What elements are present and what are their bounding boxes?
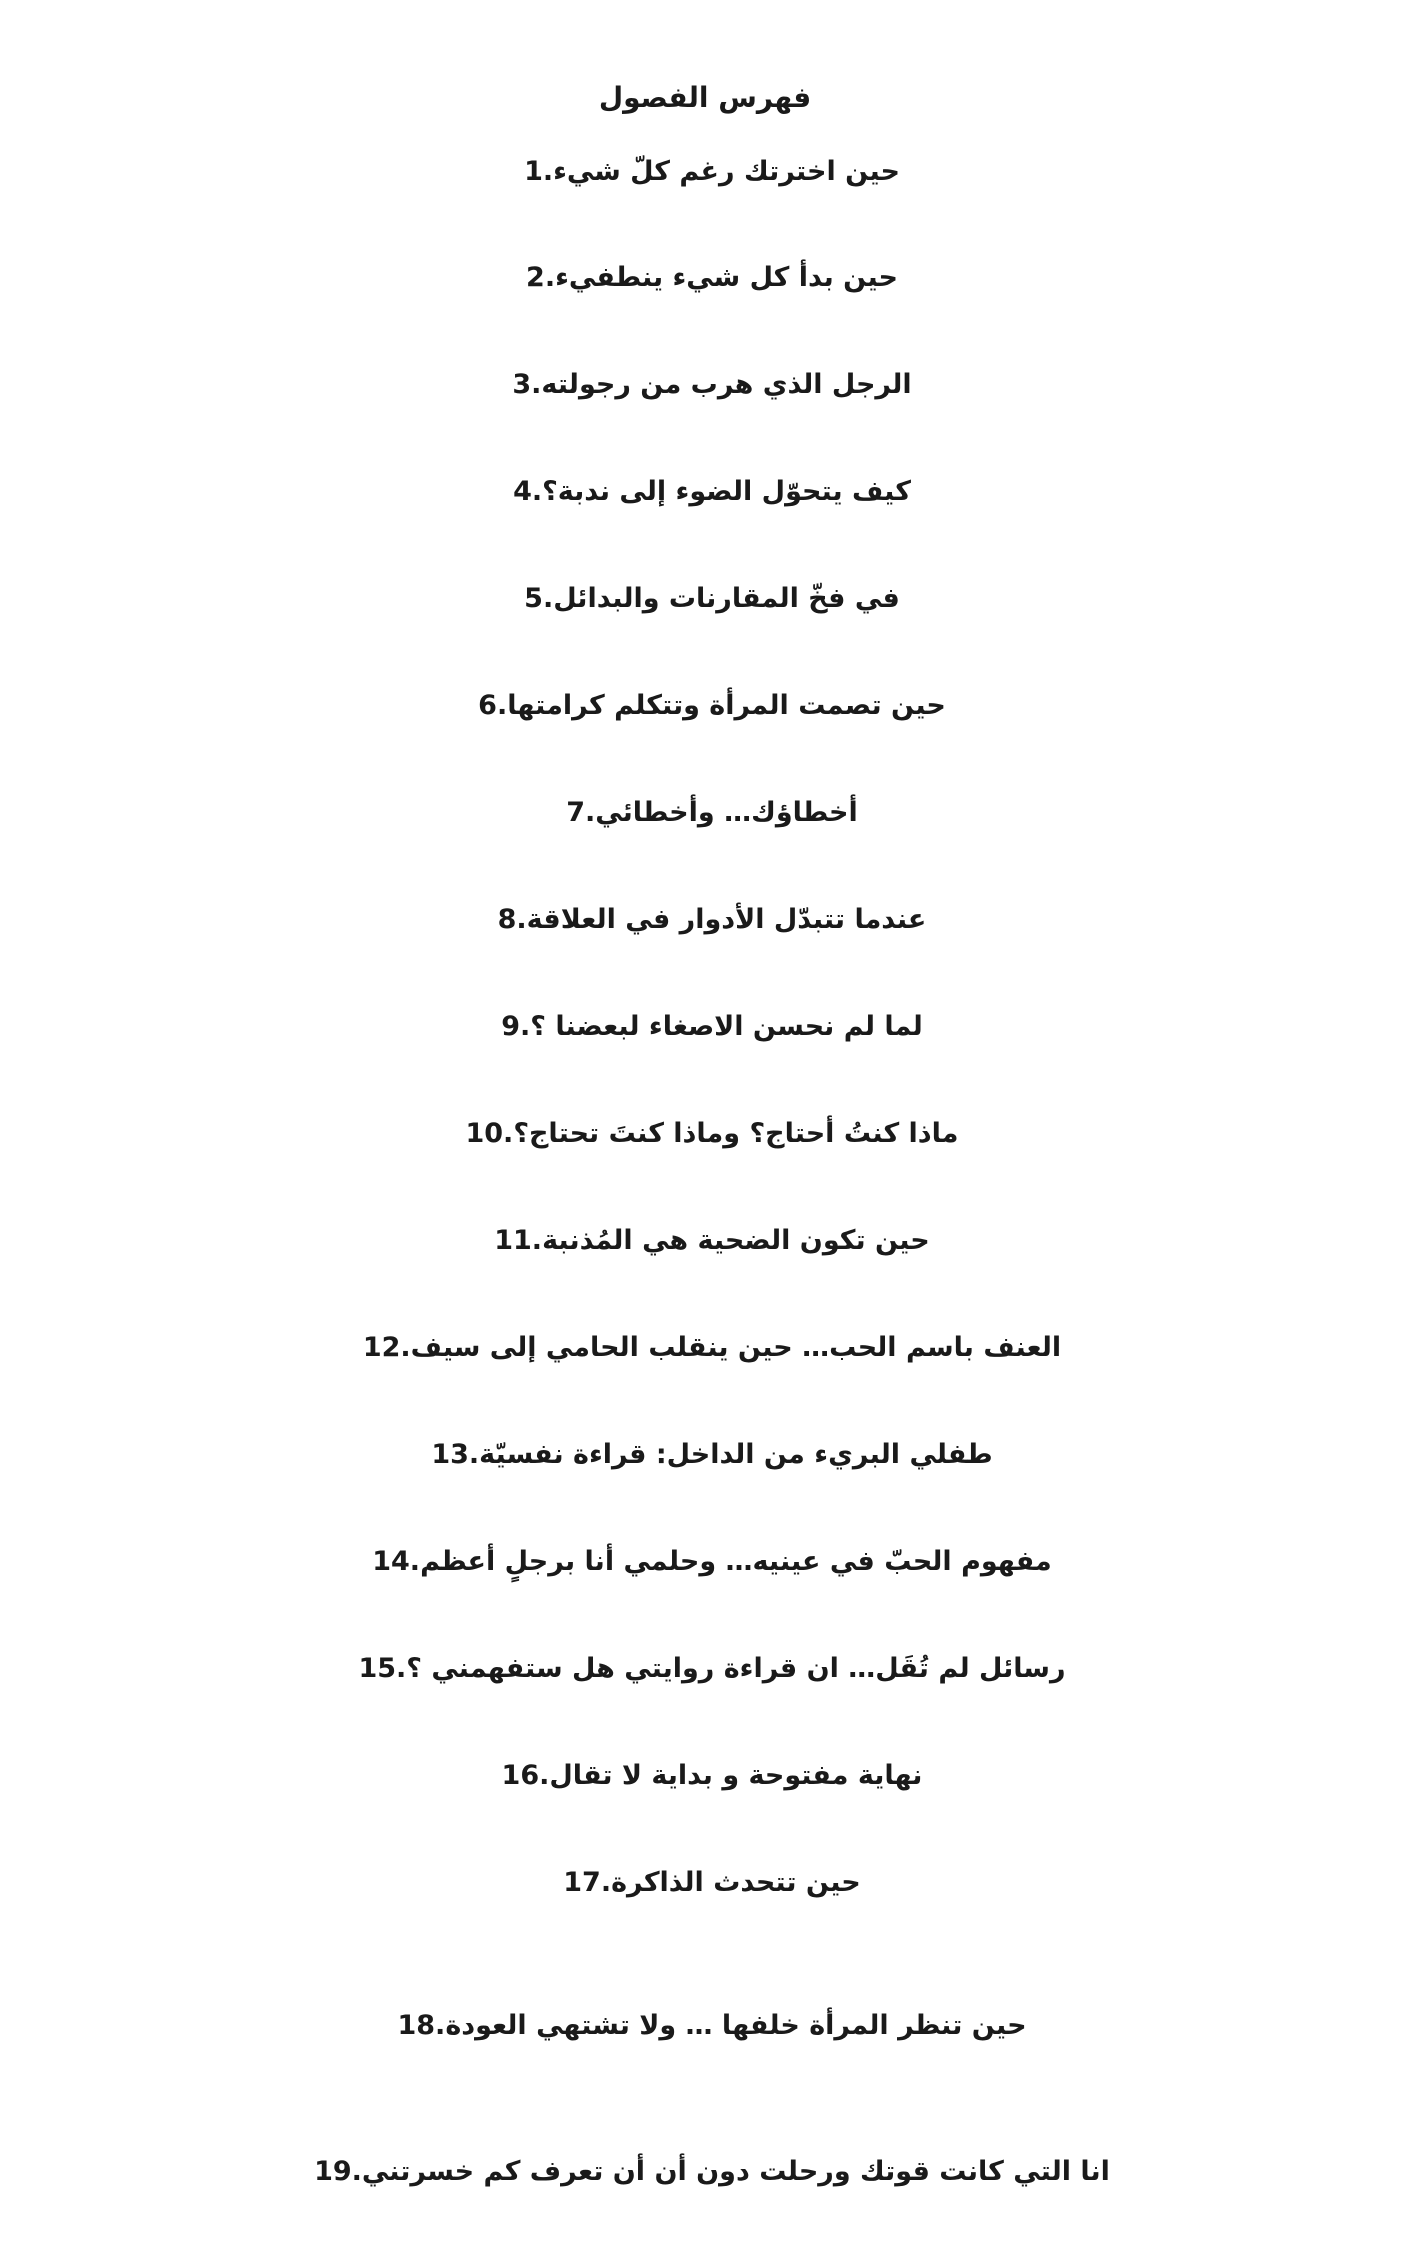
chapter-number: 3. — [512, 369, 542, 400]
chapter-number: 1. — [524, 156, 554, 187]
chapter-item — [0, 150, 1410, 194]
chapter-item — [0, 684, 1410, 728]
chapter-title: حين اخترتك رغم كلّ شيء — [553, 156, 900, 187]
chapter-title: ماذا كنتُ أحتاج؟ وماذا كنتَ تحتاج؟ — [513, 1118, 959, 1149]
chapter-number: 4. — [513, 476, 543, 507]
chapter-title: حين تكون الضحية هي المُذنبة — [542, 1225, 930, 1256]
chapter-item — [0, 791, 1410, 835]
chapter-number: 17. — [563, 1867, 612, 1898]
chapter-title: حين تصمت المرأة وتتكلم كرامتها — [507, 690, 946, 721]
chapter-title: رسائل لم تُقَل… ان قراءة روايتي هل ستفهمني ؟ — [406, 1653, 1066, 1684]
chapter-item — [0, 363, 1410, 407]
chapter-number: 10. — [465, 1118, 514, 1149]
chapter-title: مفهوم الحبّ في عينيه… وحلمي أنا برجلٍ أعظم — [420, 1546, 1052, 1577]
chapter-title: طفلي البريء من الداخل: قراءة نفسيّة — [479, 1439, 993, 1470]
chapter-number: 2. — [526, 262, 556, 293]
chapter-title: لما لم نحسن الاصغاء لبعضنا ؟ — [530, 1011, 923, 1042]
chapter-item — [0, 1005, 1410, 1049]
chapter-item — [0, 1540, 1410, 1584]
chapter-item — [0, 1219, 1410, 1263]
chapter-number: 5. — [524, 583, 554, 614]
chapter-item — [0, 1326, 1410, 1370]
chapter-title: في فخّ المقارنات والبدائل — [553, 583, 900, 614]
chapter-number: 6. — [478, 690, 508, 721]
chapter-number: 8. — [497, 904, 527, 935]
chapter-title: الرجل الذي هرب من رجولته — [541, 369, 912, 400]
chapter-item — [0, 2004, 1410, 2048]
chapter-item — [0, 1433, 1410, 1477]
chapter-item — [0, 1647, 1410, 1691]
chapter-item — [0, 1754, 1410, 1798]
chapter-item — [0, 256, 1410, 300]
chapter-number: 19. — [314, 2156, 362, 2187]
chapter-number: 11. — [494, 1225, 543, 1256]
chapter-number: 12. — [362, 1332, 411, 1363]
chapter-title: أخطاؤك… وأخطائي — [595, 797, 858, 828]
chapter-title: عندما تتبدّل الأدوار في العلاقة — [526, 904, 927, 935]
chapter-number: 15. — [358, 1653, 407, 1684]
chapter-title: العنف باسم الحب… حين ينقلب الحامي إلى سيف — [410, 1332, 1062, 1363]
chapter-number: 18. — [397, 2010, 446, 2041]
chapter-item — [0, 1861, 1410, 1905]
chapter-item — [0, 1112, 1410, 1156]
chapter-number: 16. — [501, 1760, 550, 1791]
chapter-title: انا التي كانت قوتك ورحلت دون أن أن تعرف كم خسرتني — [361, 2156, 1110, 2187]
chapter-number: 13. — [431, 1439, 480, 1470]
chapter-item — [0, 470, 1410, 514]
chapter-title: حين تنظر المرأة خلفها … ولا تشتهي العودة — [445, 2010, 1027, 2041]
chapter-number: 9. — [501, 1011, 531, 1042]
chapter-title: حين بدأ كل شيء ينطفيء — [555, 262, 898, 293]
chapter-item — [0, 577, 1410, 621]
chapter-number: 7. — [566, 797, 596, 828]
toc-title: فهرس الفصول — [598, 81, 812, 114]
chapter-item — [0, 2150, 1410, 2194]
chapter-item — [0, 898, 1410, 942]
chapter-title: نهاية مفتوحة و بداية لا تقال — [549, 1760, 923, 1791]
chapter-title: حين تتحدث الذاكرة — [611, 1867, 861, 1898]
chapter-number: 14. — [372, 1546, 421, 1577]
chapter-title: كيف يتحوّل الضوء إلى ندبة؟ — [542, 476, 911, 507]
